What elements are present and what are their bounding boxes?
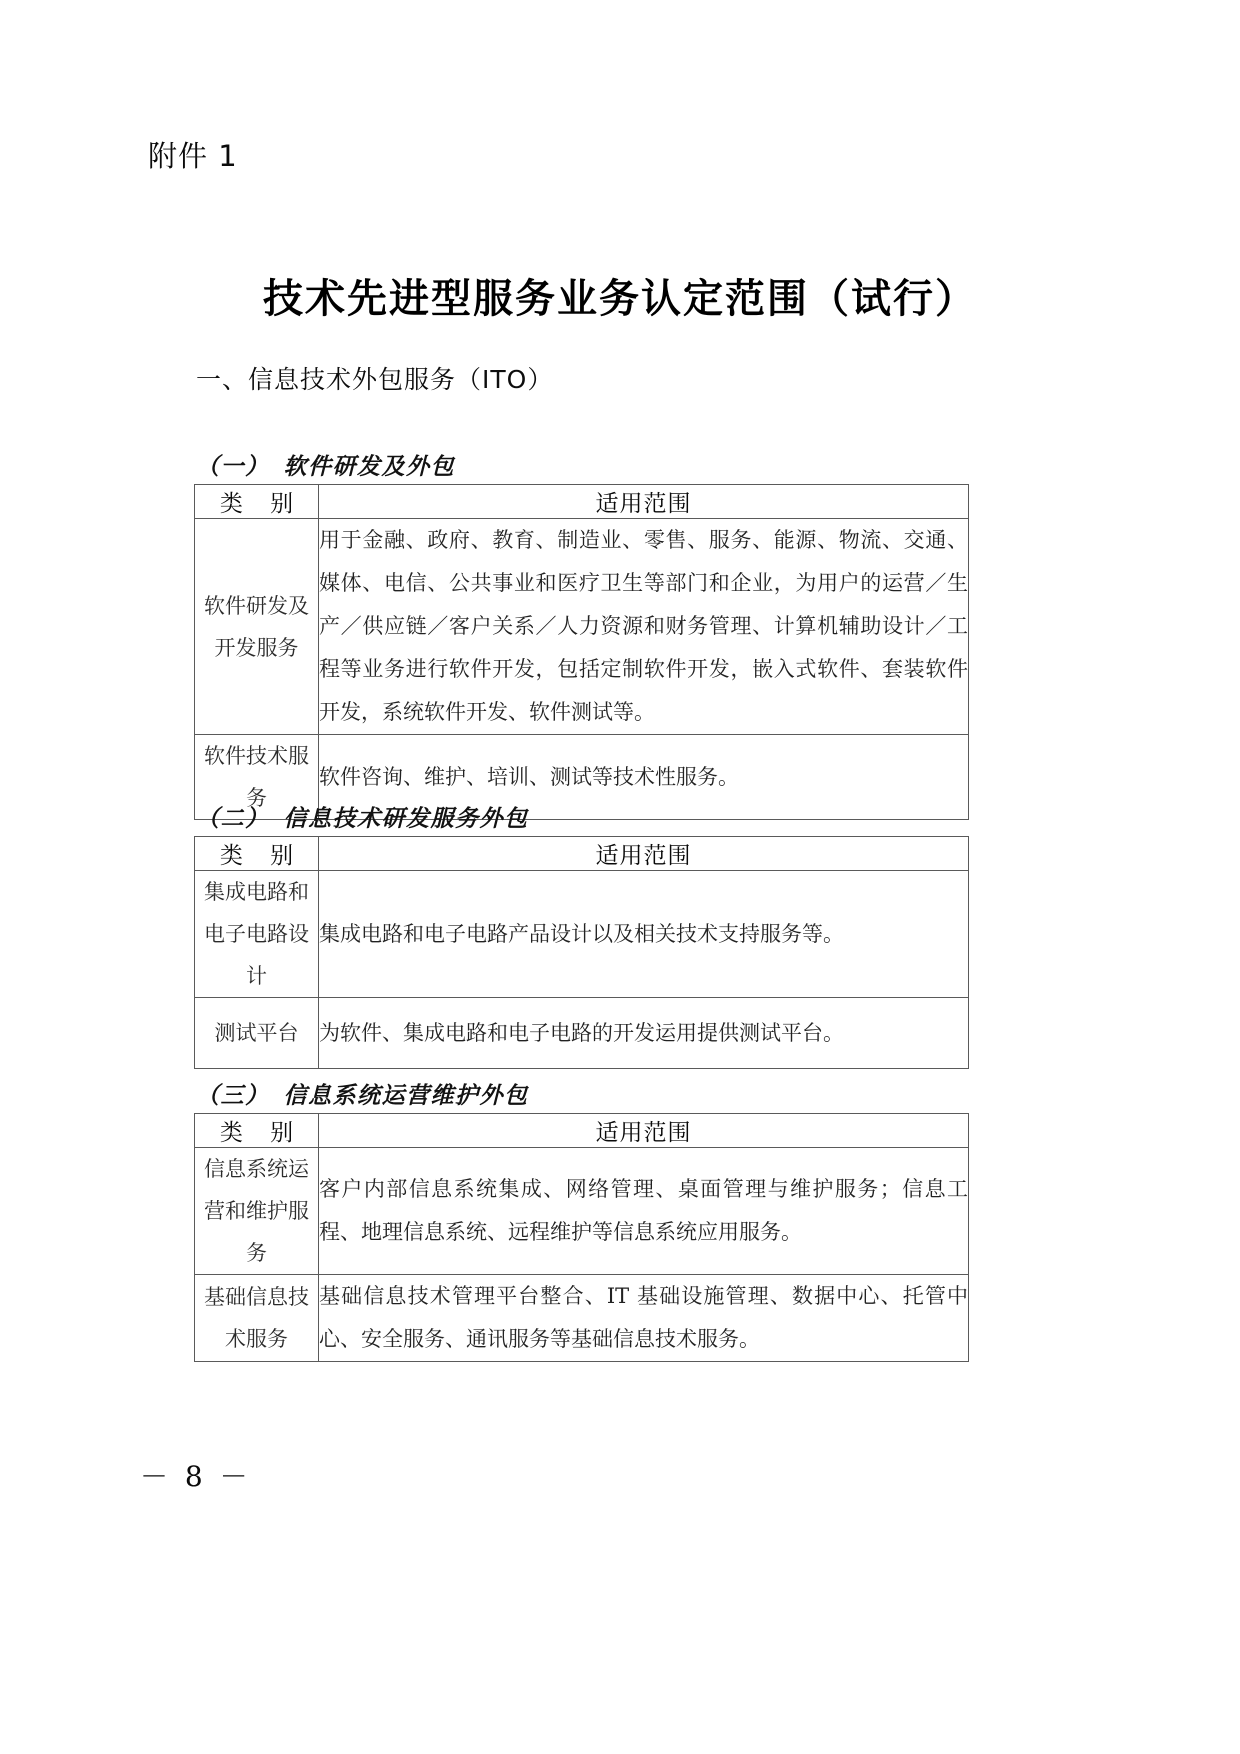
column-header-scope: 适用范围 [319, 485, 969, 519]
table-row [195, 1275, 969, 1362]
cell-scope: 为软件、集成电路和电子电路的开发运用提供测试平台。 [319, 998, 969, 1069]
attachment-label: 附件 1 [148, 139, 238, 173]
subsection-heading-3 [196, 1077, 529, 1110]
table-row [195, 998, 969, 1069]
cell-scope: 客户内部信息系统集成、网络管理、桌面管理与维护服务；信息工程、地理信息系统、远程维护等信息系统应用服务。 [319, 1148, 969, 1275]
table-header-row [195, 485, 969, 519]
table-it-rd-service-outsourcing [194, 836, 969, 1069]
subsection-number-1: （一） [196, 453, 270, 480]
cell-scope: 集成电路和电子电路产品设计以及相关技术支持服务等。 [319, 871, 969, 998]
subsection-label-2: 信息技术研发服务外包 [283, 805, 529, 832]
cell-scope: 用于金融、政府、教育、制造业、零售、服务、能源、物流、交通、媒体、电信、公共事业和医疗卫生等部门和企业，为用户的运营／生产／供应链／客户关系／人力资源和财务管理、计算机辅助设计／工程等业务进行软件开发，包括定制软件开发，嵌入式软件、套装软件开发，系统软件开发、软件测试等。 [319, 519, 969, 735]
table-row [195, 1148, 969, 1275]
subsection-number-2: （二） [196, 805, 270, 832]
column-header-scope: 适用范围 [319, 837, 969, 871]
cell-category: 信息系统运营和维护服务 [195, 1148, 319, 1275]
subsection-label-1: 软件研发及外包 [283, 453, 455, 480]
column-header-category: 类 别 [195, 837, 319, 871]
cell-category: 基础信息技术服务 [195, 1275, 319, 1362]
cell-scope: 基础信息技术管理平台整合、IT 基础设施管理、数据中心、托管中心、安全服务、通讯服务等基础信息技术服务。 [319, 1275, 969, 1362]
cell-category: 软件技术服务 [195, 735, 319, 820]
column-header-category: 类 别 [195, 485, 319, 519]
column-header-scope: 适用范围 [319, 1114, 969, 1148]
cell-category: 集成电路和电子电路设计 [195, 871, 319, 998]
subsection-label-3: 信息系统运营维护外包 [283, 1082, 529, 1109]
table-row [195, 519, 969, 735]
table-header-row [195, 837, 969, 871]
column-header-category: 类 别 [195, 1114, 319, 1148]
table-row [195, 871, 969, 998]
cell-category: 测试平台 [195, 998, 319, 1069]
page-number: － 8 － [140, 1460, 252, 1493]
cell-category: 软件研发及开发服务 [195, 519, 319, 735]
cell-scope: 软件咨询、维护、培训、测试等技术性服务。 [319, 735, 969, 820]
page-title: 技术先进型服务业务认定范围（试行） [263, 274, 977, 322]
subsection-heading-2 [196, 800, 529, 833]
section-heading-ito: 一、信息技术外包服务（ITO） [196, 365, 554, 394]
table-header-row [195, 1114, 969, 1148]
subsection-heading-1 [196, 448, 455, 481]
table-info-system-ops-outsourcing [194, 1113, 969, 1362]
subsection-number-3: （三） [196, 1082, 270, 1109]
table-software-rd-outsourcing [194, 484, 969, 820]
